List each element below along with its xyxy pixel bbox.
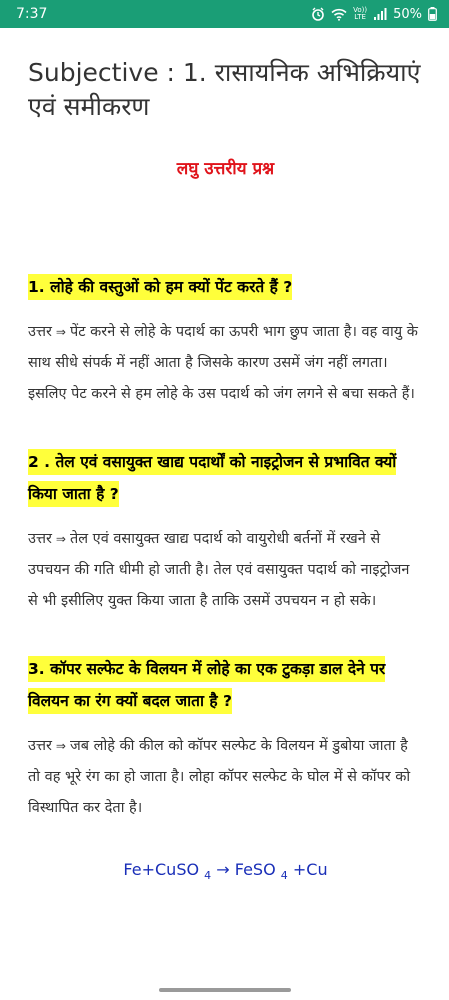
volte-indicator	[353, 7, 367, 21]
qa-item	[28, 653, 423, 824]
status-bar	[0, 0, 449, 28]
answer-label: उत्तर	[28, 324, 52, 340]
status-time: 7:37	[16, 6, 48, 22]
article-content	[0, 56, 449, 882]
arrow-icon: ⇒	[55, 739, 66, 753]
section-title: लघु उत्तरीय प्रश्न	[176, 159, 275, 179]
answer-body: तेल एवं वसायुक्त खाद्य पदार्थ को वायुरोधी बर्तनों में रखने से उपचयन की गति धीमी हो जाती है। तेल एवं वसायुक्त पदार्थ को नाइट्रोजन से भी इसीलिए युक्त किया जाता है ताकि उसमें उपचयन न हो सके।	[28, 531, 410, 609]
wifi-icon	[331, 8, 347, 21]
answer-body: पेंट करने से लोहे के पदार्थ का ऊपरी भाग छुप जाता है। वह वायु के साथ सीधे संपर्क में नहीं आता है जिसके कारण उसमें जंग नहीं लगता। इसलिए पेट करने से हम लोहे के उस पदार्थ को जंग लगने से बचा सकते हैं।	[28, 324, 418, 402]
reaction-arrow: →	[216, 860, 230, 879]
question-text: 3. कॉपर सल्फेट के विलयन में लोहे का एक टुकड़ा डाल देने पर विलयन का रंग क्यों बदल जाता है ?	[28, 653, 423, 717]
chemical-equation: Fe+CuSO $_4$ → FeSO $_4$ +Cu	[123, 860, 328, 883]
answer-body: जब लोहे की कील को कॉपर सल्फेट के विलयन में डुबोया जाता है तो वह भूरे रंग का हो जाता है। लोहा कॉपर सल्फेट के घोल में से कॉपर को विस्थापित कर देता है।	[28, 738, 411, 816]
volte-bottom-label: LTE	[354, 13, 366, 21]
answer-text	[28, 317, 423, 410]
qa-item	[28, 446, 423, 617]
battery-icon	[428, 7, 437, 21]
status-icons	[311, 7, 437, 22]
battery-percent: 50%	[393, 6, 422, 22]
arrow-icon: ⇒	[55, 532, 66, 546]
qa-item	[28, 271, 423, 410]
signal-icon	[373, 8, 387, 20]
alarm-icon	[311, 7, 325, 21]
question-text: 1. लोहे की वस्तुओं को हम क्यों पेंट करते हैं ?	[28, 271, 423, 303]
question-text: 2 . तेल एवं वसायुक्त खाद्य पदार्थों को नाइट्रोजन से प्रभावित क्यों किया जाता है ?	[28, 446, 423, 510]
arrow-icon: ⇒	[55, 325, 66, 339]
answer-label: उत्तर	[28, 738, 52, 754]
volte-top-label: Vo))	[353, 6, 368, 14]
answer-text	[28, 731, 423, 824]
page-title: Subjective : 1. रासायनिक अभिक्रियाएं एवं समीकरण	[28, 58, 421, 121]
answer-text	[28, 524, 423, 617]
answer-label: उत्तर	[28, 531, 52, 547]
home-indicator[interactable]	[159, 988, 291, 992]
